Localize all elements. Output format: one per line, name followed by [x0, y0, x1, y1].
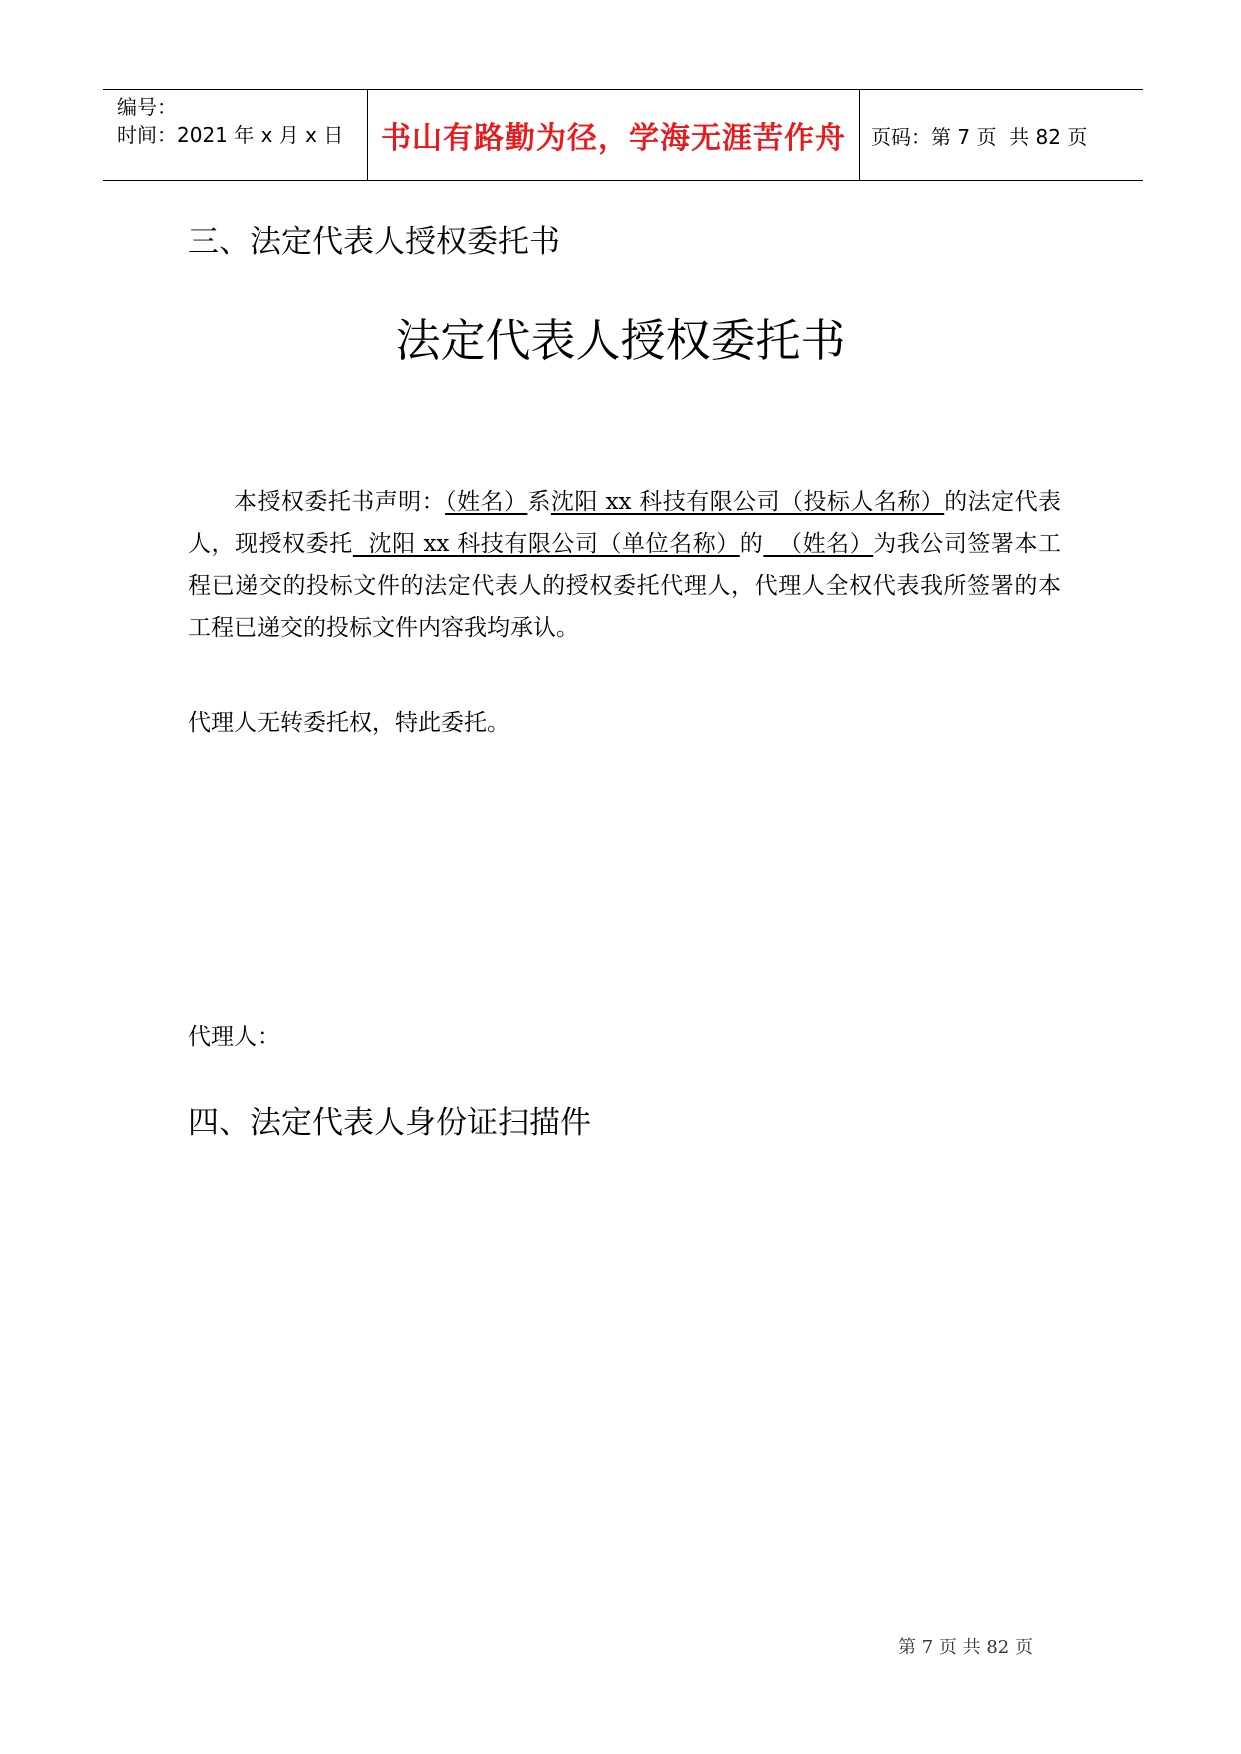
agent-label: 代理人：	[188, 1024, 280, 1050]
header-time-label: 时间：2021 年 x 月 x 日	[117, 123, 344, 147]
para-text-4: 的	[739, 531, 764, 557]
page-header	[103, 89, 1143, 181]
no-transfer-line: 代理人无转委托权，特此委托。	[188, 710, 510, 736]
para-text-5: 为我公司签署本工程已递交的投标文件的法定代表人的授权委托代理人，代理人全权代表我所签署的本工程已递交的投标文件内容我均承认。	[188, 531, 1062, 641]
para-text-1: 本授权委托书声明：	[234, 489, 446, 515]
para-text-2: 系	[527, 489, 551, 515]
para-underline-name-1: （姓名）	[445, 489, 528, 515]
section-three-heading: 三、法定代表人授权委托书	[188, 224, 560, 260]
para-underline-unit: 沈阳 xx 科技有限公司（单位名称）	[352, 531, 740, 557]
header-page-cell	[860, 90, 1143, 180]
para-underline-bidder: 沈阳 xx 科技有限公司（投标人名称）	[550, 489, 945, 515]
doc-title: 法定代表人授权委托书	[395, 314, 846, 367]
header-number-label: 编号：	[117, 95, 177, 119]
para-text-3: 的法定代表人，现授权委托	[188, 489, 1062, 557]
footer-page-number: 第 7 页 共 82 页	[898, 1637, 1033, 1658]
header-meta-cell	[103, 90, 368, 180]
para-underline-name-2: （姓名）	[763, 531, 874, 557]
header-page-label: 页码：第 7 页 共 82 页	[871, 124, 1088, 149]
header-motto: 书山有路勤为径，学海无涯苦作舟	[368, 90, 860, 180]
authorization-paragraph	[188, 481, 1061, 649]
section-four-heading: 四、法定代表人身份证扫描件	[188, 1105, 591, 1141]
